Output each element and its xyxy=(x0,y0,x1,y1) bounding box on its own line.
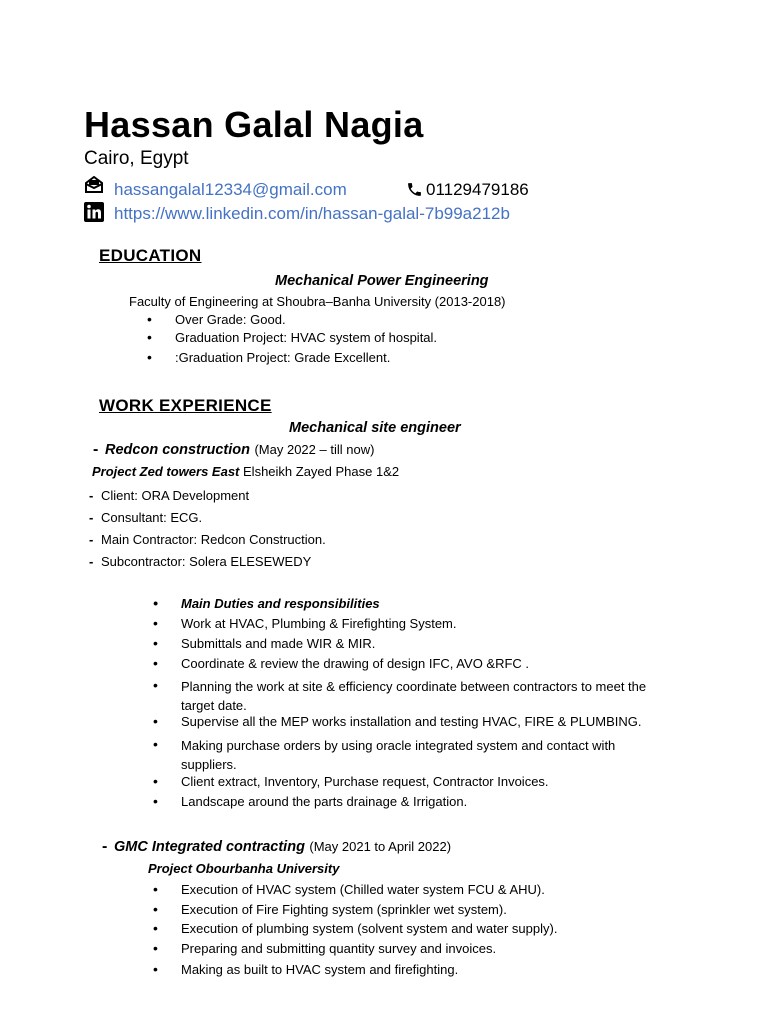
education-bullet: • Over Grade: Good. xyxy=(175,312,286,327)
job1-duty: • Planning the work at site & efficiency coordinate between contractors to meet the target date. xyxy=(181,677,671,715)
linkedin-icon xyxy=(84,202,104,222)
job1-detail: - Main Contractor: Redcon Construction. xyxy=(101,532,326,547)
job1-duty: • Making purchase orders by using oracle integrated system and contact with suppliers. xyxy=(181,736,661,774)
job1-detail: - Subcontractor: Solera ELESEWEDY xyxy=(101,554,311,569)
work-heading: WORK EXPERIENCE xyxy=(99,396,272,415)
envelope-icon xyxy=(85,176,103,193)
job2-project: Project Obourbanha University xyxy=(148,861,340,876)
email-link[interactable]: hassangalal12334@gmail.com xyxy=(114,180,347,199)
job2-header xyxy=(114,838,451,856)
job1-duty: • Work at HVAC, Plumbing & Firefighting System. xyxy=(181,616,457,631)
job1-detail: - Client: ORA Development xyxy=(101,488,249,503)
faculty-line: Faculty of Engineering at Shoubra–Banha University (2013-2018) xyxy=(129,294,506,309)
job2-duty: • Execution of Fire Fighting system (sprinkler wet system). xyxy=(181,902,507,917)
job1-duty: • Client extract, Inventory, Purchase request, Contractor Invoices. xyxy=(181,774,549,789)
job2-duty: • Preparing and submitting quantity survey and invoices. xyxy=(181,941,496,956)
job2-duty: • Execution of HVAC system (Chilled water system FCU & AHU). xyxy=(181,882,545,897)
linkedin-link[interactable]: https://www.linkedin.com/in/hassan-galal-7b99a212b xyxy=(114,204,510,223)
phone-number: 01129479186 xyxy=(426,180,529,199)
job1-dates: (May 2022 – till now) xyxy=(254,442,375,457)
job1-duty: • Coordinate & review the drawing of design IFC, AVO &RFC . xyxy=(181,656,529,671)
job1-header xyxy=(105,441,374,459)
job1-project-label: Project Zed towers East xyxy=(92,464,240,479)
job2-duty: • Execution of plumbing system (solvent system and water supply). xyxy=(181,921,557,936)
job1-company: Redcon construction xyxy=(105,442,251,458)
job2-company: GMC Integrated contracting xyxy=(114,839,305,855)
education-heading: EDUCATION xyxy=(99,246,202,265)
job1-duty: • Landscape around the parts drainage & Irrigation. xyxy=(181,794,467,809)
job1-project xyxy=(92,464,399,479)
job2-duty: • Making as built to HVAC system and firefighting. xyxy=(181,962,458,977)
degree-title: Mechanical Power Engineering xyxy=(275,273,489,289)
education-bullet: • Graduation Project: HVAC system of hospital. xyxy=(175,330,437,345)
job1-duty: • Submittals and made WIR & MIR. xyxy=(181,636,375,651)
job1-duties-title: • Main Duties and responsibilities xyxy=(181,596,380,611)
job1-detail: - Consultant: ECG. xyxy=(101,510,202,525)
job1-duty: • Supervise all the MEP works installation and testing HVAC, FIRE & PLUMBING. xyxy=(181,714,641,729)
phone-icon xyxy=(406,181,423,198)
location: Cairo, Egypt xyxy=(84,148,189,169)
position-title: Mechanical site engineer xyxy=(289,420,461,436)
job1-project-rest: Elsheikh Zayed Phase 1&2 xyxy=(243,464,400,479)
education-bullet: • :Graduation Project: Grade Excellent. xyxy=(175,350,390,365)
job2-dates: (May 2021 to April 2022) xyxy=(309,839,452,854)
candidate-name: Hassan Galal Nagia xyxy=(84,104,424,145)
